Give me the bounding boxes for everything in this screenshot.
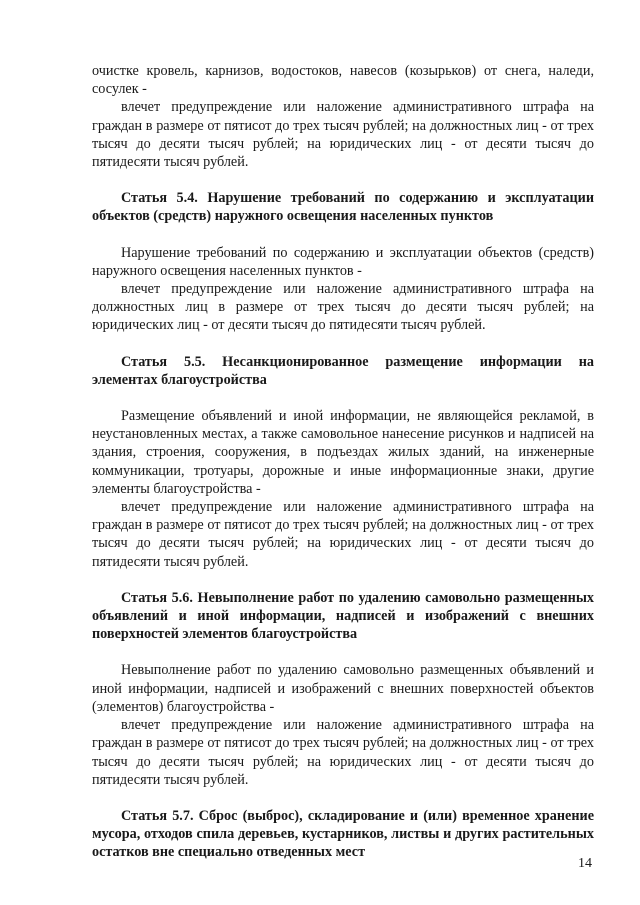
- article-5-5-paragraph: Размещение объявлений и иной информации, не являющейся рекламой, в неустановленных местах, а также самовольное нанесение рисунков и надписей на здания, строения, сооружения, в подъездах жилых зданий, на инженерные коммуникации, тротуары, дорожные и иные информационные знаки, другие элементы благоустройства -: [92, 408, 594, 497]
- article-5-5-penalty-paragraph: влечет предупреждение или наложение административного штрафа на граждан в размере от пятисот до трех тысяч рублей; на должностных лиц - от трех тысяч до десяти тысяч рублей; на юридических лиц - от десяти тысяч до пятидесяти тысяч рублей.: [92, 499, 594, 570]
- article-5-6-paragraph: Невыполнение работ по удалению самовольно размещенных объявлений и иной информации, надписей и изображений с внешних поверхностей объектов (элементов) благоустройства -: [92, 662, 594, 715]
- page-number: 14: [578, 856, 592, 871]
- article-5-6-heading: Статья 5.6. Невыполнение работ по удалению самовольно размещенных объявлений и иной информации, надписей и изображений с внешних поверхностей элементов благоустройства: [92, 589, 594, 643]
- article-5-6-penalty-paragraph: влечет предупреждение или наложение административного штрафа на граждан в размере от пятисот до трех тысяч рублей; на должностных лиц - от трех тысяч до десяти тысяч рублей; на юридических лиц - от десяти тысяч до пятидесяти тысяч рублей.: [92, 717, 594, 788]
- article-5-4-penalty-paragraph: влечет предупреждение или наложение административного штрафа на должностных лиц в размере от трех тысяч до десяти тысяч рублей; на юридических лиц - от десяти тысяч до пятидесяти тысяч рублей.: [92, 281, 594, 334]
- article-5-5-heading: Статья 5.5. Несанкционированное размещение информации на элементах благоустройства: [92, 353, 594, 388]
- page-content: [92, 62, 594, 862]
- article-5-7-heading: Статья 5.7. Сброс (выброс), складирование и (или) временное хранение мусора, отходов спила деревьев, кустарников, листвы и других растительных остатков вне специально отведенных мест: [92, 807, 594, 861]
- article-5-4-paragraph: Нарушение требований по содержанию и эксплуатации объектов (средств) наружного освещения населенных пунктов -: [92, 244, 594, 279]
- article-5-4-heading: Статья 5.4. Нарушение требований по содержанию и эксплуатации объектов (средств) наружного освещения населенных пунктов: [92, 190, 594, 225]
- intro-penalty-paragraph: влечет предупреждение или наложение административного штрафа на граждан в размере от пятисот до трех тысяч рублей; на должностных лиц - от трех тысяч до десяти тысяч рублей; на юридических лиц - от десяти тысяч до пятидесяти тысяч рублей.: [92, 99, 594, 171]
- intro-paragraph: очистке кровель, карнизов, водостоков, навесов (козырьков) от снега, наледи, сосулек -: [92, 63, 594, 98]
